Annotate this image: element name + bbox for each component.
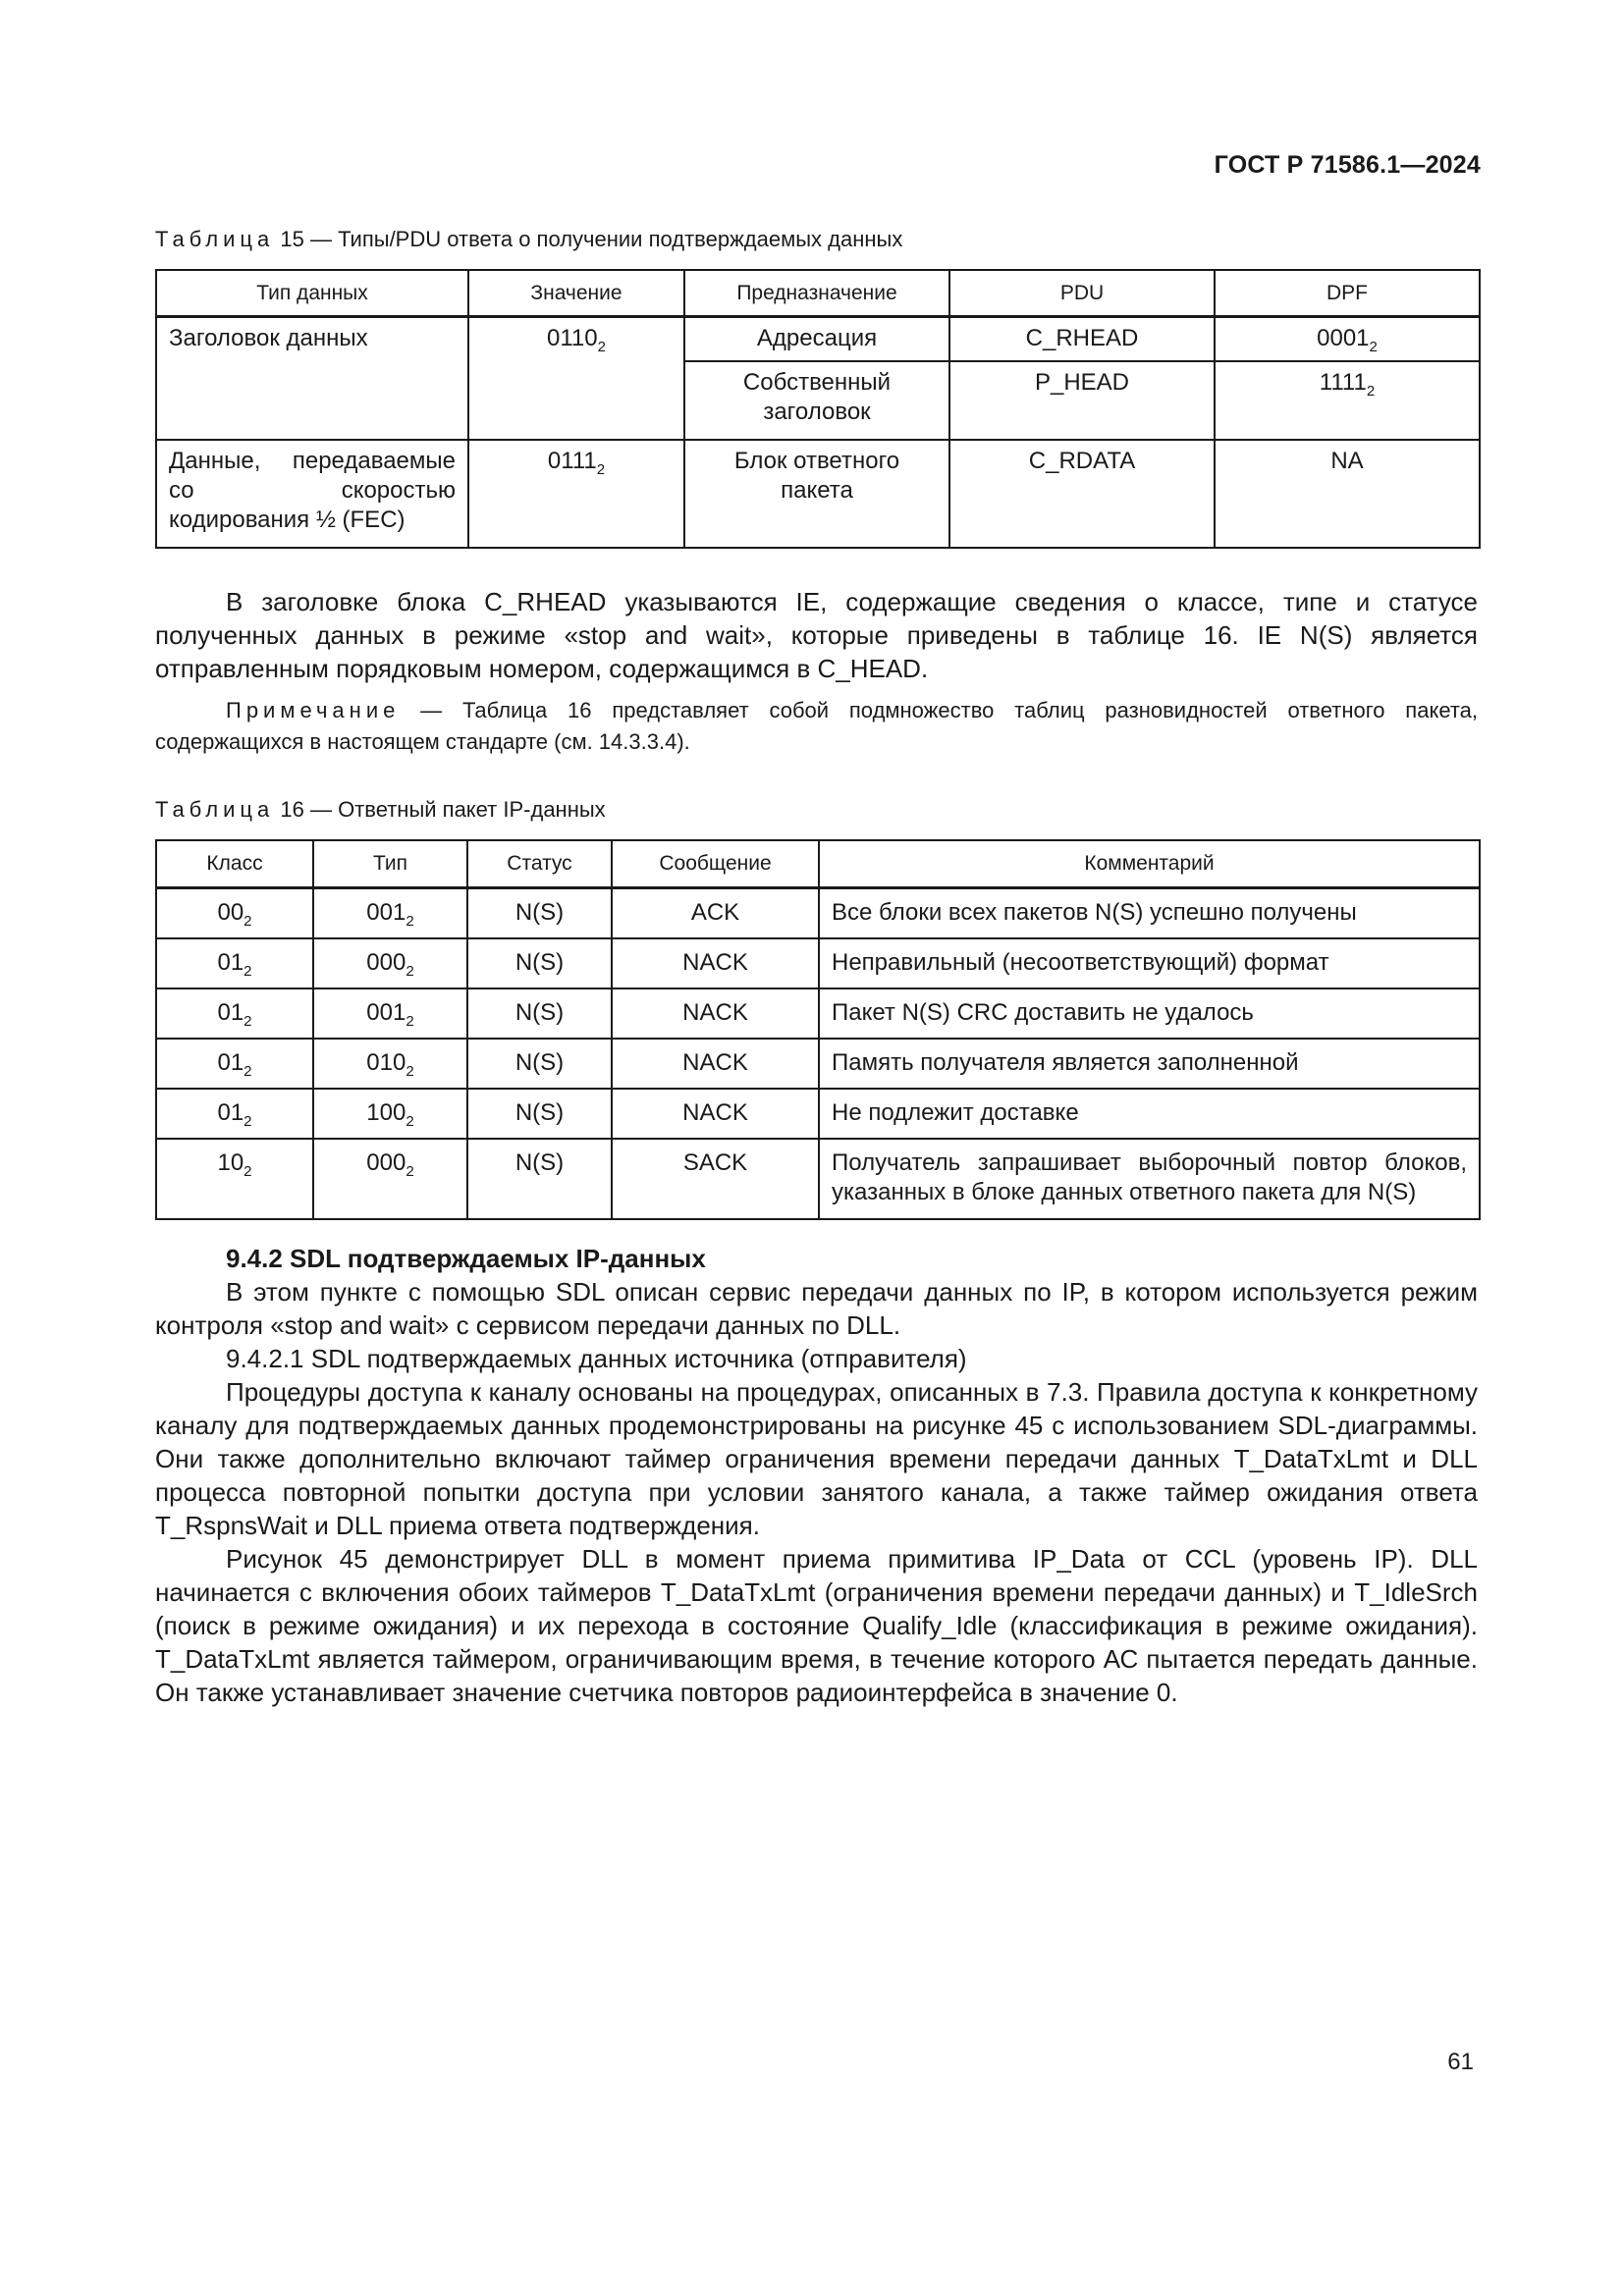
table16-cell-class: $01_2$	[156, 938, 313, 988]
table16-cell-status: N(S)	[467, 1139, 612, 1219]
table16-header-cell: Комментарий	[819, 840, 1480, 888]
table15-cell-value: $0111_2$	[468, 440, 684, 548]
table16-cell-status: N(S)	[467, 938, 612, 988]
page-header: ГОСТ Р 71586.1—2024	[1214, 151, 1481, 179]
table16-cell-class: $10_2$	[156, 1139, 313, 1219]
table15-header-cell: Значение	[468, 270, 684, 317]
section-paragraph: Рисунок 45 демонстрирует DLL в момент приема примитива IP_Data от CCL (уровень IP). DLL начинается с включения обоих таймеров T_DataTxLmt (ограничения времени передачи данных) и T_IdleSrch (поиск в режиме ожидания) и их перехода в состояние Qualify_Idle (классификация в режиме ожидания). T_DataTxLmt является таймером, ограничивающим время, в течение которого АС пытается передать данные. Он также устанавливает значение счетчика повторов радиоинтерфейса в значение 0.	[155, 1544, 1478, 1707]
table16-cell-type: $001_2$	[313, 988, 467, 1039]
paragraph-text: В заголовке блока C_RHEAD указываются IE, содержащие сведения о классе, типе и статусе полученных данных в режиме «stop and wait», которые приведены в таблице 16. IE N(S) является отправленным порядковым номером, содержащимся в C_HEAD.	[155, 587, 1478, 683]
table16-cell-class: $00_2$	[156, 888, 313, 939]
page-number: 61	[1447, 2049, 1474, 2075]
table16-cell-message: NACK	[612, 1089, 819, 1139]
table-row	[156, 888, 1480, 939]
table15-cell-pdu: C_RDATA	[949, 440, 1215, 548]
table16-cell-comment: Пакет N(S) CRC доставить не удалось	[819, 988, 1480, 1039]
table-row	[156, 1139, 1480, 1219]
table-row	[156, 1089, 1480, 1139]
table-row	[156, 938, 1480, 988]
table16-cell-type: $000_2$	[313, 1139, 467, 1219]
table16-caption-text: 16 — Ответный пакет IP-данных	[280, 797, 606, 822]
table15-cell-purpose: Собственный заголовок	[684, 361, 949, 440]
table16-cell-type: $100_2$	[313, 1089, 467, 1139]
table15-header-cell: DPF	[1215, 270, 1480, 317]
table16-cell-message: NACK	[612, 938, 819, 988]
note-label: Примечание	[226, 698, 401, 722]
table-row	[156, 1039, 1480, 1089]
table15-header-cell: PDU	[949, 270, 1215, 317]
table-row	[156, 988, 1480, 1039]
table15-cell-dpf: $0001_2$	[1215, 317, 1480, 361]
table15-cell-purpose: Блок ответного пакета	[684, 440, 949, 548]
table15-cell-type: Данные, передаваемые со скоростью кодирования ½ (FEC)	[156, 440, 468, 548]
table16-cell-message: SACK	[612, 1139, 819, 1219]
table15-cell-dpf: $1111_2$	[1215, 361, 1480, 440]
table16-cell-class: $01_2$	[156, 1039, 313, 1089]
table16-cell-type: $001_2$	[313, 888, 467, 939]
table15-caption-label: Таблица	[155, 227, 275, 251]
table16-cell-comment: Получатель запрашивает выборочный повтор блоков, указанных в блоке данных ответного пакета для N(S)	[819, 1139, 1480, 1219]
table16-cell-message: ACK	[612, 888, 819, 939]
table15-cell-pdu: C_RHEAD	[949, 317, 1215, 361]
table16-cell-status: N(S)	[467, 988, 612, 1039]
table16-cell-comment: Память получателя является заполненной	[819, 1039, 1480, 1089]
section-9-4-2	[155, 1242, 1478, 1709]
table-row	[156, 440, 1480, 548]
paragraph-1	[155, 585, 1478, 685]
table15-cell-type: Заголовок данных	[156, 317, 468, 440]
table16-header-cell: Статус	[467, 840, 612, 888]
table15-cell-purpose: Адресация	[684, 317, 949, 361]
table15-caption-text: 15 — Типы/PDU ответа о получении подтверждаемых данных	[280, 227, 903, 251]
table15-header-row	[156, 270, 1480, 317]
table15-header-cell: Предназначение	[684, 270, 949, 317]
table15-header-cell: Тип данных	[156, 270, 468, 317]
table16-header-cell: Сообщение	[612, 840, 819, 888]
table16-cell-type: $010_2$	[313, 1039, 467, 1089]
table16-header-row	[156, 840, 1480, 888]
table15-cell-dpf: NA	[1215, 440, 1480, 548]
note	[155, 695, 1478, 758]
section-heading: 9.4.2 SDL подтверждаемых IP-данных	[226, 1244, 706, 1273]
table16-caption	[155, 797, 606, 823]
table16-cell-status: N(S)	[467, 1039, 612, 1089]
note-text: — Таблица 16 представляет собой подмножество таблиц разновидностей ответного пакета, содержащихся в настоящем стандарте (см. 14.3.3.4).	[155, 698, 1478, 754]
section-paragraph: В этом пункте с помощью SDL описан сервис передачи данных по IP, в котором используется режим контроля «stop and wait» с сервисом передачи данных по DLL.	[155, 1277, 1478, 1340]
table15-caption	[155, 227, 902, 252]
table16-cell-comment: Не подлежит доставке	[819, 1089, 1480, 1139]
table15-cell-pdu: P_HEAD	[949, 361, 1215, 440]
table16-cell-status: N(S)	[467, 888, 612, 939]
table-16	[155, 839, 1481, 1220]
table16-cell-type: $000_2$	[313, 938, 467, 988]
table-15	[155, 269, 1481, 549]
table16-cell-status: N(S)	[467, 1089, 612, 1139]
section-paragraph: Процедуры доступа к каналу основаны на процедурах, описанных в 7.3. Правила доступа к конкретному каналу для подтверждаемых данных продемонстрированы на рисунке 45 с использованием SDL-диаграммы. Они также дополнительно включают таймер ограничения времени передачи данных T_DataTxLmt и DLL процесса повторной попытки доступа при условии занятого канала, а также таймер ожидания ответа T_RspnsWait и DLL приема ответа подтверждения.	[155, 1377, 1478, 1540]
table16-caption-label: Таблица	[155, 797, 275, 822]
table15-cell-value: $0110_2$	[468, 317, 684, 440]
table16-cell-comment: Неправильный (несоответствующий) формат	[819, 938, 1480, 988]
table16-cell-message: NACK	[612, 1039, 819, 1089]
table16-cell-class: $01_2$	[156, 1089, 313, 1139]
table-row	[156, 317, 1480, 361]
table16-header-cell: Тип	[313, 840, 467, 888]
table16-cell-class: $01_2$	[156, 988, 313, 1039]
table16-header-cell: Класс	[156, 840, 313, 888]
subsection-heading: 9.4.2.1 SDL подтверждаемых данных источника (отправителя)	[226, 1344, 967, 1373]
table16-cell-comment: Все блоки всех пакетов N(S) успешно получены	[819, 888, 1480, 939]
table16-cell-message: NACK	[612, 988, 819, 1039]
